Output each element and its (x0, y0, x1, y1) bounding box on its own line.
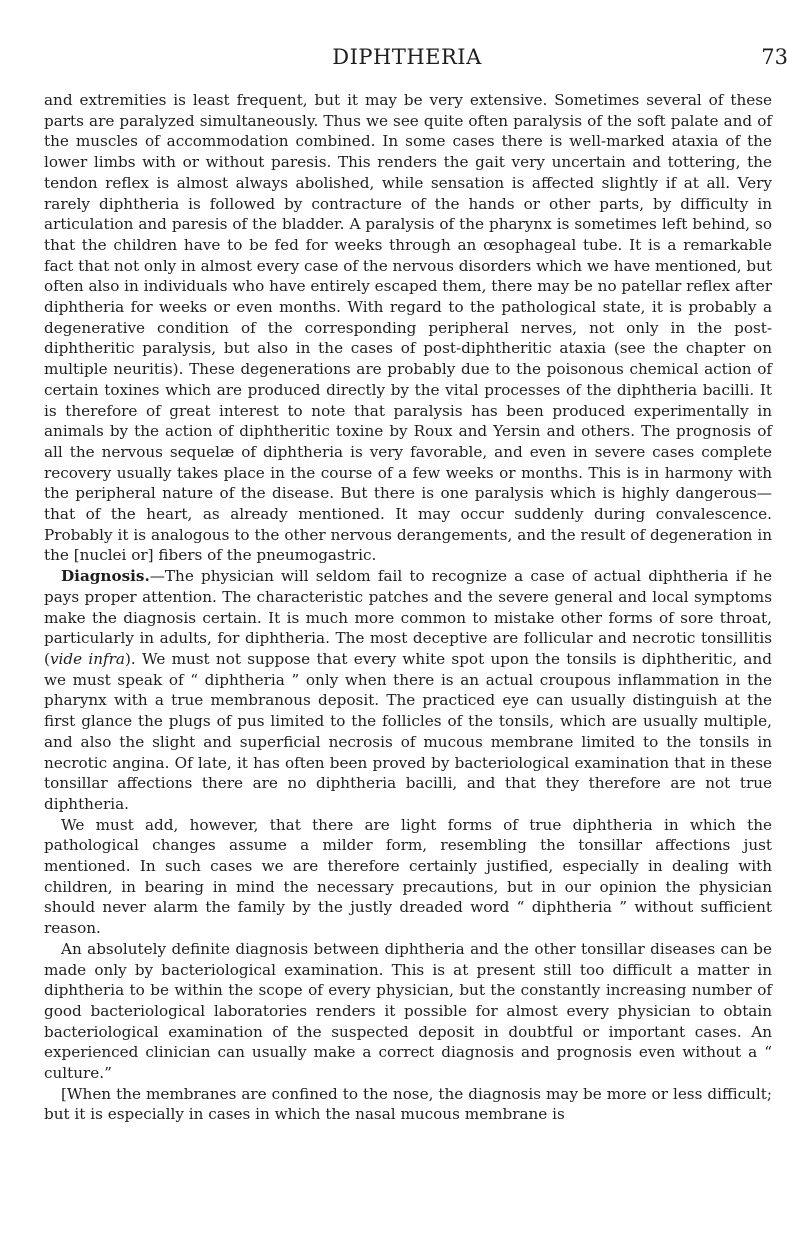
paragraph-bacteriological: An absolutely definite diagnosis between diphtheria and the other tonsillar diseases can be made only by bacteriological examination. This is at present still too difficult a matter in diphtheria to be within the scope of every physician, but the constantly increasing number of good bacteriological laboratories renders it possible for almost every physician to obtain bacteriological examination of the suspected deposit in doubtful or important cases. An experienced clinician can usually make a correct diagnosis and prognosis even without a “ culture.” (44, 939, 772, 1083)
diagnosis-text-a: —The physician will seldom fail to recognize a case of actual diphtheria if he pays proper attention. The characteristic patches and the severe general and local symptoms make the diagnosis certain. It is much more common to mistake other forms of sore throat, particularly in adults, for diphtheria. The most deceptive are follicular and necrotic tonsillitis ( (44, 567, 772, 668)
section-heading-diagnosis: Diagnosis. (61, 567, 150, 586)
paragraph-light-forms: We must add, however, that there are light forms of true diphtheria in which the pathological changes assume a milder form, resembling the tonsillar affections just mentioned. In such cases we are therefore certainly justified, especially in dealing with children, in bearing in mind the necessary precautions, but in our opinion the physician should never alarm the family by the justly dreaded word “ diphtheria ” without sufficient reason. (44, 815, 772, 938)
page-title: DIPHTHERIA (332, 45, 482, 69)
paragraph-paralysis: and extremities is least frequent, but it may be very extensive. Sometimes several of these parts are paralyzed simultaneously. Thus we see quite often paralysis of the soft palate and of the muscles of accommodation combined. In some cases there is well-marked ataxia of the lower limbs with or without paresis. This renders the gait very uncertain and tottering, the tendon reflex is almost always abolished, while sensation is affected slightly if at all. Very rarely diphtheria is followed by contracture of the hands or other parts, by difficulty in articulation and paresis of the bladder. A paralysis of the pharynx is sometimes left behind, so that the children have to be fed for weeks through an œsophageal tube. It is a remarkable fact that not only in almost every case of the nervous disorders which we have mentioned, but often also in individuals who have entirely escaped them, there may be no patellar reflex after diphtheria for weeks or even months. With regard to the pathological state, it is probably a degenerative condition of the corresponding peripheral nerves, not only in the post-diphtheritic paralysis, but also in the cases of post-diphtheritic ataxia (see the chapter on multiple neuritis). These degenerations are probably due to the poisonous chemical action of certain toxines which are produced directly by the vital processes of the diphtheria bacilli. It is therefore of great interest to note that paralysis has been produced experimentally in animals by the action of diphtheritic toxine by Roux and Yersin and others. The prognosis of all the nervous sequelæ of diphtheria is very favorable, and even in severe cases complete recovery usually takes place in the course of a few weeks or months. This is in harmony with the peripheral nature of the disease. But there is one paralysis which is highly dangerous—that of the heart, as already mentioned. It may occur suddenly during convalescence. Probably it is analogous to the other nervous derangements, and the result of degeneration in the [nuclei or] fibers of the pneumogastric. (44, 91, 772, 565)
vide-infra-reference: vide infra (49, 649, 125, 668)
paragraph-nasal: [When the membranes are confined to the nose, the diagnosis may be more or less difficult; but it is especially in cases in which the nasal mucous membrane is (44, 1084, 772, 1124)
diagnosis-text-b: ). We must not suppose that every white spot upon the tonsils is diphtheritic, and we must speak of “ diphtheria ” only when there is an actual croupous inflammation in the pharynx with a true membranous deposit. The practiced eye can usually distinguish at the first glance the plugs of pus limited to the follicles of the tonsils, which are usually multiple, and also the slight and superficial necrosis of mucous membrane limited to the tonsils in necrotic angina. Of late, it has often been proved by bacteriological examination that in these tonsillar affections there are no diphtheria bacilli, and that they therefore are not true diphtheria. (44, 649, 772, 813)
running-head (44, 44, 788, 70)
paragraph-diagnosis (44, 566, 772, 814)
body-text (44, 90, 772, 1125)
page-number: 73 (761, 45, 788, 69)
